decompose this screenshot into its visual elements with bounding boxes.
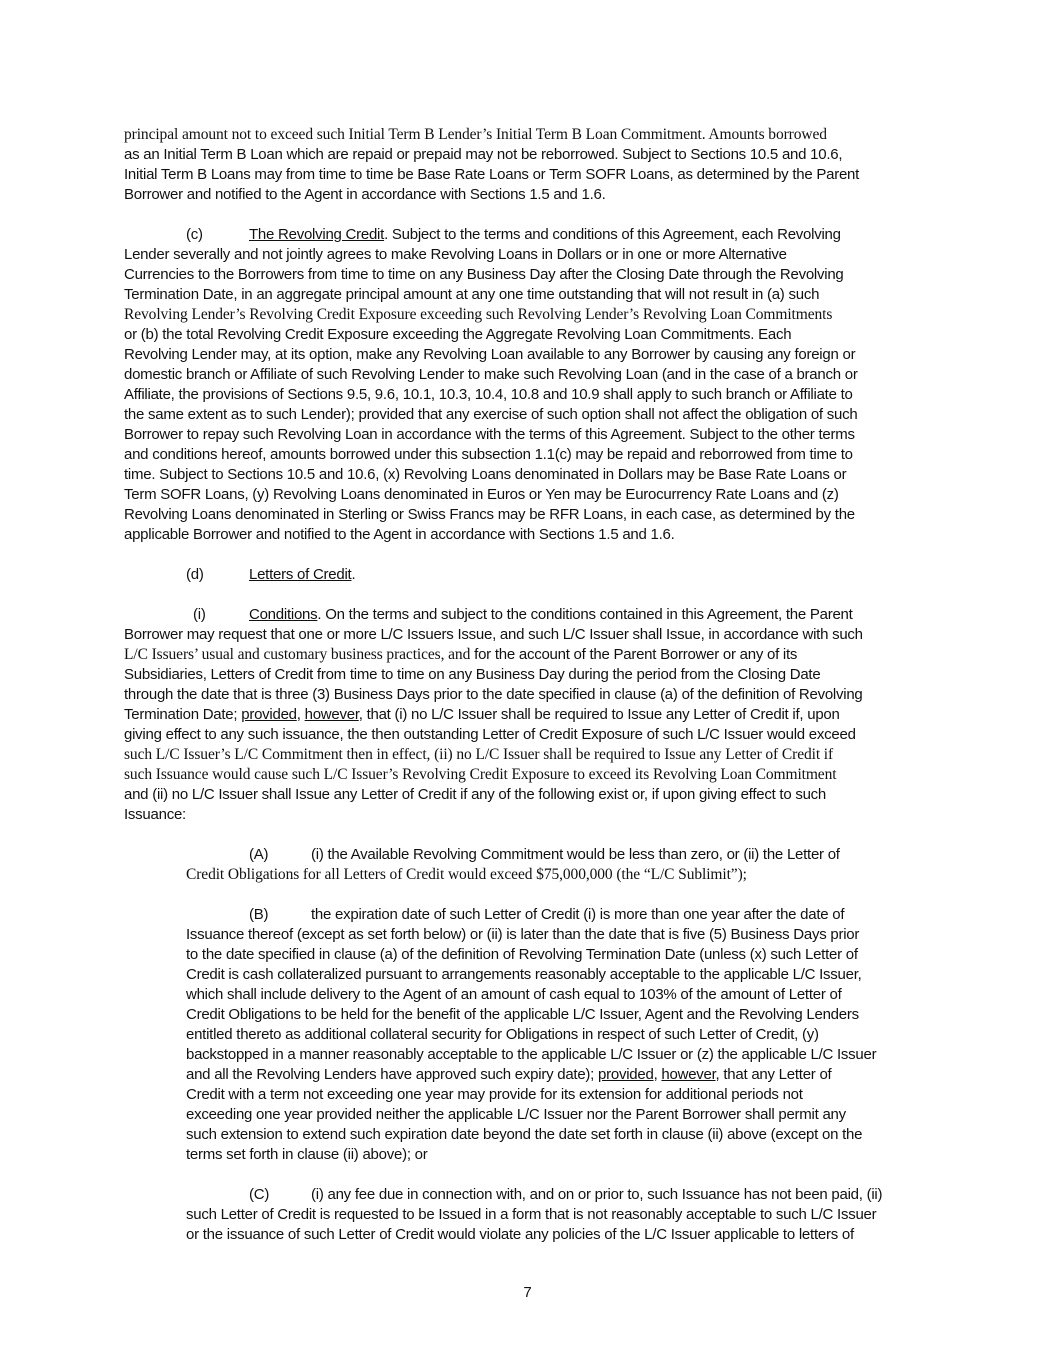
text-line: the same extent as to such Lender); provided that any exercise of such option shall not affect the obligation of such [124,406,858,423]
text-segment: , [653,1066,658,1083]
text-line: which shall include delivery to the Agent of an amount of cash equal to 103% of the amount of Letter of [186,986,842,1003]
section-marker: (c) [186,226,203,243]
text-line: time. Subject to Sections 10.5 and 10.6, (x) Revolving Loans denominated in Dollars may be Base Rate Loans or [124,466,847,483]
item-marker: (B) [249,906,269,923]
text-line: Credit is cash collateralized pursuant to arrangements reasonably acceptable to the applicable L/C Issuer, [186,966,862,983]
text-line: and (ii) no L/C Issuer shall Issue any Letter of Credit if any of the following exist or, if upon giving effect to such [124,786,827,803]
text-line: terms set forth in clause (ii) above); or [186,1146,428,1163]
page-number: 7 [523,1284,532,1301]
text-line: Revolving Lender may, at its option, make any Revolving Loan available to any Borrower by causing any foreign or [124,346,856,363]
however-term: however [661,1066,716,1083]
text-line [186,1065,831,1085]
text-line: Subsidiaries, Letters of Credit from time to time on any Business Day during the period from the Closing Date [124,666,821,683]
text-line: Lender severally and not jointly agrees to make Revolving Loans in Dollars or in one or more Alternative [124,246,787,263]
section-marker: (d) [186,566,204,583]
text-line: Borrower to repay such Revolving Loan in accordance with the terms of this Agreement. Subject to the other terms [124,426,855,443]
text-line: Termination Date, in an aggregate principal amount at any one time outstanding that will not result in (a) such [124,286,820,303]
text-line: Affiliate, the provisions of Sections 9.5, 9.6, 10.1, 10.3, 10.4, 10.8 and 10.9 shall apply to such branch or Affiliate to [124,386,853,403]
text-line: such Issuance would cause such L/C Issuer’s Revolving Credit Exposure to exceed its Revolving Loan Commitment [124,766,837,783]
text-line: such Letter of Credit is requested to be Issued in a form that is not reasonably acceptable to such L/C Issuer [186,1206,877,1223]
text-segment: L/C Issuers’ usual and customary business practices, and [124,646,471,663]
text-line: entitled thereto as additional collateral security for Obligations in respect of such Letter of Credit, (y) [186,1026,819,1043]
item-marker: (C) [249,1186,270,1203]
item-marker: (A) [249,846,269,863]
text-line: and conditions hereof, amounts borrowed under this subsection 1.1(c) may be repaid and reborrowed from time to [124,446,853,463]
text-line: Revolving Loans denominated in Sterling or Swiss Francs may be RFR Loans, in each case, as determined by the [124,506,855,523]
section-heading-line [249,225,841,245]
text-line [124,645,797,665]
text-segment: for the account of the Parent Borrower or any of its [474,646,798,663]
text-line: Currencies to the Borrowers from time to time on any Business Day after the Closing Date through the Revolving [124,266,844,283]
text-segment: . [351,566,356,583]
text-line: to the date specified in clause (a) of the definition of Revolving Termination Date (unless (x) such Letter of [186,946,858,963]
text-line: domestic branch or Affiliate of such Revolving Lender to make such Revolving Loan (and in the case of a branch or [124,366,858,383]
text-line: such extension to extend such expiration date beyond the date set forth in clause (ii) above (except on the [186,1126,863,1143]
text-line: exceeding one year provided neither the applicable L/C Issuer nor the Parent Borrower shall permit any [186,1106,846,1123]
text-segment: . Subject to the terms and conditions of this Agreement, each Revolving [384,226,841,243]
text-line: applicable Borrower and notified to the Agent in accordance with Sections 1.5 and 1.6. [124,526,675,543]
text-line: Revolving Lender’s Revolving Credit Exposure exceeding such Revolving Lender’s Revolving Loan Commitments [124,306,833,323]
text-line: Borrower may request that one or more L/C Issuers Issue, and such L/C Issuer shall Issue, in accordance with such [124,626,863,643]
text-line: Issuance thereof (except as set forth below) or (ii) is later than the date that is five (5) Business Days prior [186,926,860,943]
text-line: principal amount not to exceed such Initial Term B Lender’s Initial Term B Loan Commitment. Amounts borrowed [124,126,827,143]
text-line: or the issuance of such Letter of Credit would violate any policies of the L/C Issuer applicable to letters of [186,1226,854,1243]
however-term: however [304,706,359,723]
text-line: (i) the Available Revolving Commitment would be less than zero, or (ii) the Letter of [311,846,840,863]
section-heading-line [249,605,853,625]
text-line: Term SOFR Loans, (y) Revolving Loans denominated in Euros or Yen may be Eurocurrency Rate Loans and (z) [124,486,839,503]
section-heading: Letters of Credit [249,566,352,583]
text-line: or (b) the total Revolving Credit Exposure exceeding the Aggregate Revolving Loan Commitments. Each [124,326,792,343]
text-line: (i) any fee due in connection with, and on or prior to, such Issuance has not been paid, (ii) [311,1186,883,1203]
text-line: Issuance: [124,806,186,823]
text-segment: , that any Letter of [715,1066,832,1083]
text-line: such L/C Issuer’s L/C Commitment then in effect, (ii) no L/C Issuer shall be required to Issue any Letter of Credit if [124,746,834,763]
section-heading: The Revolving Credit [249,226,385,243]
text-segment: . On the terms and subject to the conditions contained in this Agreement, the Parent [317,606,853,623]
text-line: backstopped in a manner reasonably acceptable to the applicable L/C Issuer or (z) the applicable L/C Issuer [186,1046,877,1063]
text-line: Credit Obligations for all Letters of Credit would exceed $75,000,000 (the “L/C Sublimit”); [186,866,747,883]
text-line: giving effect to any such issuance, the then outstanding Letter of Credit Exposure of such L/C Issuer would exceed [124,726,856,743]
text-line: Initial Term B Loans may from time to time be Base Rate Loans or Term SOFR Loans, as determined by the Parent [124,166,860,183]
provided-term: provided [241,706,297,723]
text-line: Borrower and notified to the Agent in accordance with Sections 1.5 and 1.6. [124,186,606,203]
section-heading: Conditions [249,606,318,623]
text-line: Credit with a term not exceeding one year may provide for its extension for additional periods not [186,1086,803,1103]
text-line: through the date that is three (3) Business Days prior to the date specified in clause (a) of the definition of Revolving [124,686,863,703]
text-segment: Termination Date; [124,706,238,723]
section-heading-line [249,565,355,585]
text-line: the expiration date of such Letter of Credit (i) is more than one year after the date of [311,906,845,923]
text-segment: , that (i) no L/C Issuer shall be required to Issue any Letter of Credit if, upon [358,706,840,723]
text-line [124,705,840,725]
provided-term: provided [598,1066,654,1083]
text-line: as an Initial Term B Loan which are repaid or prepaid may not be reborrowed. Subject to Sections 10.5 and 10.6, [124,146,843,163]
text-segment: and all the Revolving Lenders have approved such expiry date); [186,1066,595,1083]
section-marker: (i) [193,606,206,623]
text-segment: , [296,706,301,723]
text-line: Credit Obligations to be held for the benefit of the applicable L/C Issuer, Agent and the Revolving Lenders [186,1006,859,1023]
